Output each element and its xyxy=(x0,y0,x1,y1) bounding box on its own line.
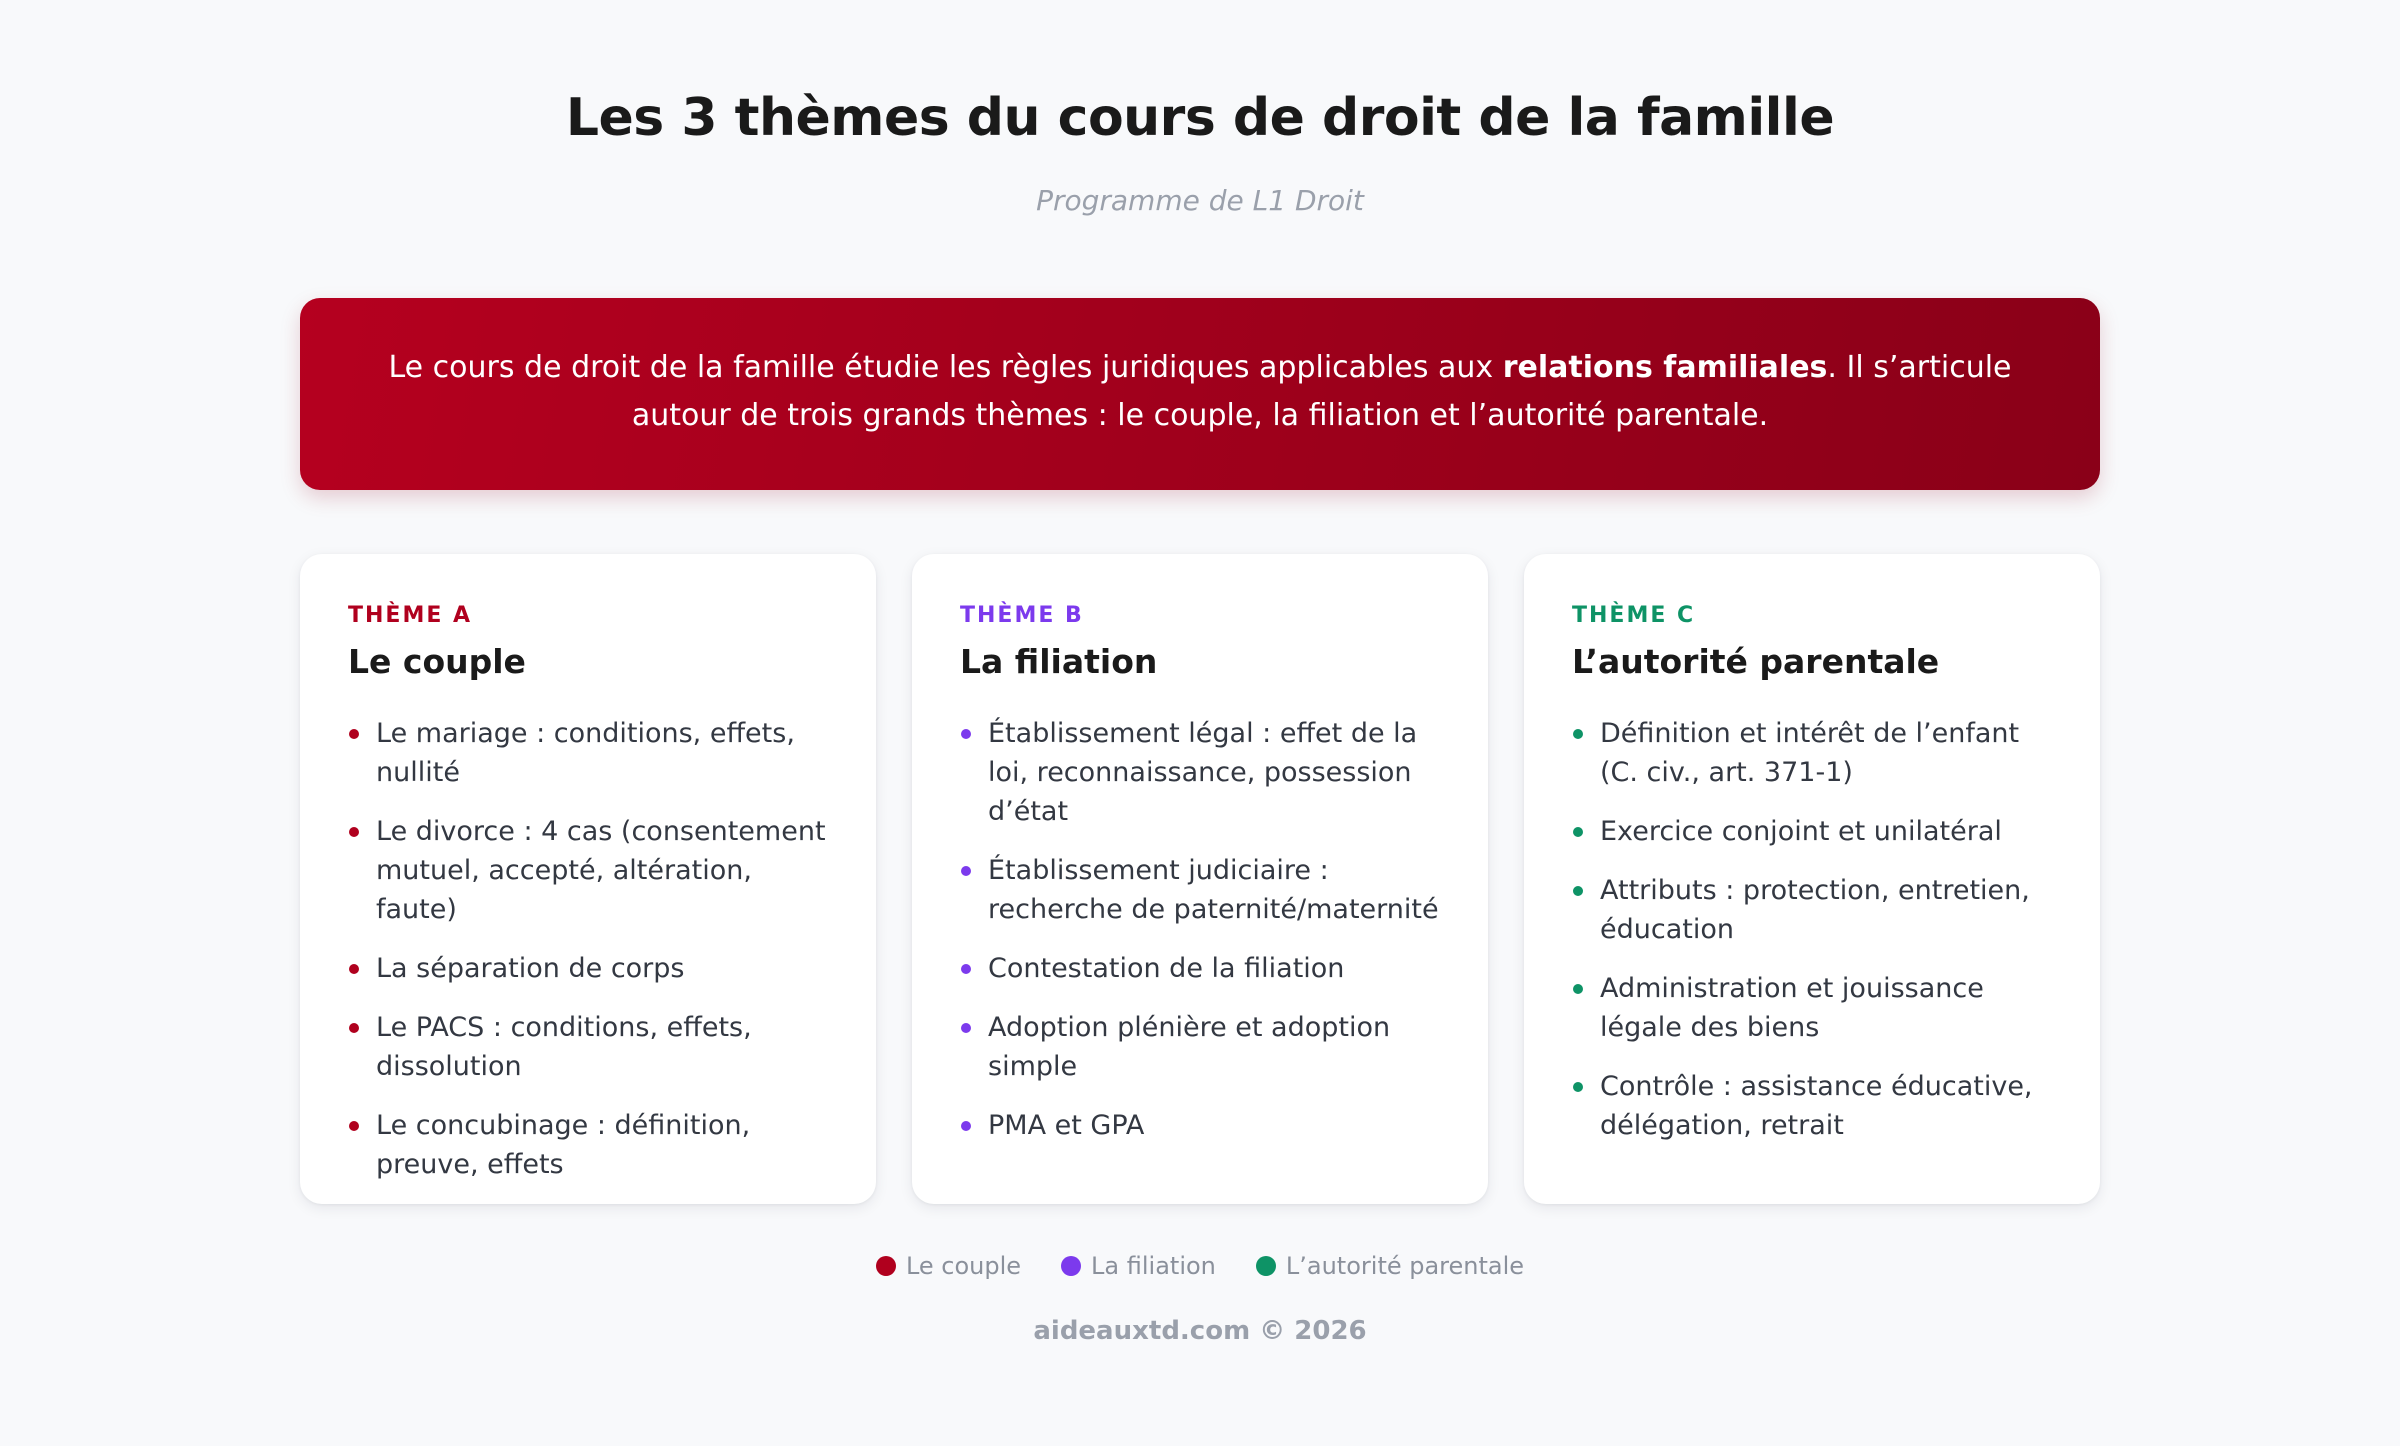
list-item xyxy=(348,1008,830,1086)
legend-label: Le couple xyxy=(905,1252,1022,1280)
list-item xyxy=(1572,1067,2054,1145)
theme-title: L’autorité parentale xyxy=(1572,642,1940,681)
intro-banner xyxy=(300,298,2100,490)
list-item-text: Établissement légal : effet de la loi, reconnaissance, possession d’état xyxy=(988,718,1418,827)
theme-title: La filiation xyxy=(960,642,1158,681)
list-item-text: Attributs : protection, entretien, éducation xyxy=(1600,875,2030,945)
list-item xyxy=(1572,871,2054,949)
list-item-text: Établissement judiciaire : recherche de paternité/maternité xyxy=(988,855,1439,925)
list-item xyxy=(960,949,1442,988)
list-item-text: Le divorce : 4 cas (consentement mutuel, accepté, altération, faute) xyxy=(376,816,826,925)
bullet-dot-icon xyxy=(349,1023,359,1033)
intro-text-bold: relations familiales xyxy=(1502,350,1828,385)
legend-dot-icon xyxy=(1256,1256,1276,1276)
bullet-dot-icon xyxy=(1573,729,1583,739)
bullet-dot-icon xyxy=(349,1121,359,1131)
list-item-text: Contrôle : assistance éducative, délégation, retrait xyxy=(1600,1071,2033,1141)
legend-dot-icon xyxy=(876,1256,896,1276)
list-item xyxy=(960,714,1442,831)
bullet-dot-icon xyxy=(349,964,359,974)
list-item-text: Le mariage : conditions, effets, nullité xyxy=(376,718,795,788)
list-item xyxy=(1572,714,2054,792)
theme-card-autorite-parentale xyxy=(1524,554,2100,1204)
bullet-dot-icon xyxy=(961,866,971,876)
legend-dot-icon xyxy=(1061,1256,1081,1276)
bullet-dot-icon xyxy=(961,1023,971,1033)
theme-kicker: THÈME B xyxy=(960,603,1084,628)
list-item-text: Le PACS : conditions, effets, dissolution xyxy=(376,1012,752,1082)
bullet-dot-icon xyxy=(961,1121,971,1131)
theme-card-filiation xyxy=(912,554,1488,1204)
bullet-dot-icon xyxy=(1573,1082,1583,1092)
intro-text-start: Le cours de droit de la famille étudie les règles juridiques applicables aux xyxy=(388,350,1503,385)
legend-item-filiation xyxy=(1061,1252,1216,1280)
legend-item-autorite-parentale xyxy=(1256,1252,1524,1280)
bullet-dot-icon xyxy=(1573,984,1583,994)
theme-kicker: THÈME C xyxy=(1572,603,1696,628)
list-item xyxy=(1572,812,2054,851)
theme-card-couple xyxy=(300,554,876,1204)
list-item-text: Administration et jouissance légale des biens xyxy=(1600,973,1984,1043)
list-item-text: Adoption plénière et adoption simple xyxy=(988,1012,1391,1082)
list-item xyxy=(960,1008,1442,1086)
list-item-text: Le concubinage : définition, preuve, effets xyxy=(376,1110,751,1180)
list-item xyxy=(1572,969,2054,1047)
list-item xyxy=(348,812,830,929)
intro-text-end: . Il s’articule autour de trois grands thèmes : le couple, la filiation et l’autorité parentale. xyxy=(631,350,2012,433)
bullet-dot-icon xyxy=(1573,827,1583,837)
theme-item-list xyxy=(1572,714,2054,1145)
bullet-dot-icon xyxy=(349,729,359,739)
theme-kicker: THÈME A xyxy=(348,603,473,628)
footer-credit[interactable]: aideauxtd.com © 2026 xyxy=(1033,1316,1367,1346)
page-subtitle: Programme de L1 Droit xyxy=(1036,184,1364,217)
bullet-dot-icon xyxy=(1573,886,1583,896)
theme-item-list xyxy=(960,714,1442,1145)
bullet-dot-icon xyxy=(961,729,971,739)
page-title: Les 3 thèmes du cours de droit de la famille xyxy=(565,88,1835,148)
list-item-text: Contestation de la filiation xyxy=(988,953,1345,984)
legend-label: La filiation xyxy=(1091,1252,1216,1280)
bullet-dot-icon xyxy=(349,827,359,837)
bullet-dot-icon xyxy=(961,964,971,974)
legend-label: L’autorité parentale xyxy=(1285,1252,1525,1280)
list-item xyxy=(348,949,830,988)
list-item-text: Exercice conjoint et unilatéral xyxy=(1600,816,2002,847)
list-item xyxy=(960,1106,1442,1145)
list-item-text: La séparation de corps xyxy=(376,953,685,984)
list-item-text: Définition et intérêt de l’enfant (C. civ., art. 371-1) xyxy=(1600,718,2020,788)
list-item-text: PMA et GPA xyxy=(988,1110,1145,1141)
theme-item-list xyxy=(348,714,830,1184)
list-item xyxy=(960,851,1442,929)
legend xyxy=(0,1252,2400,1280)
theme-title: Le couple xyxy=(348,642,526,681)
list-item xyxy=(348,1106,830,1184)
list-item xyxy=(348,714,830,792)
legend-item-couple xyxy=(876,1252,1021,1280)
